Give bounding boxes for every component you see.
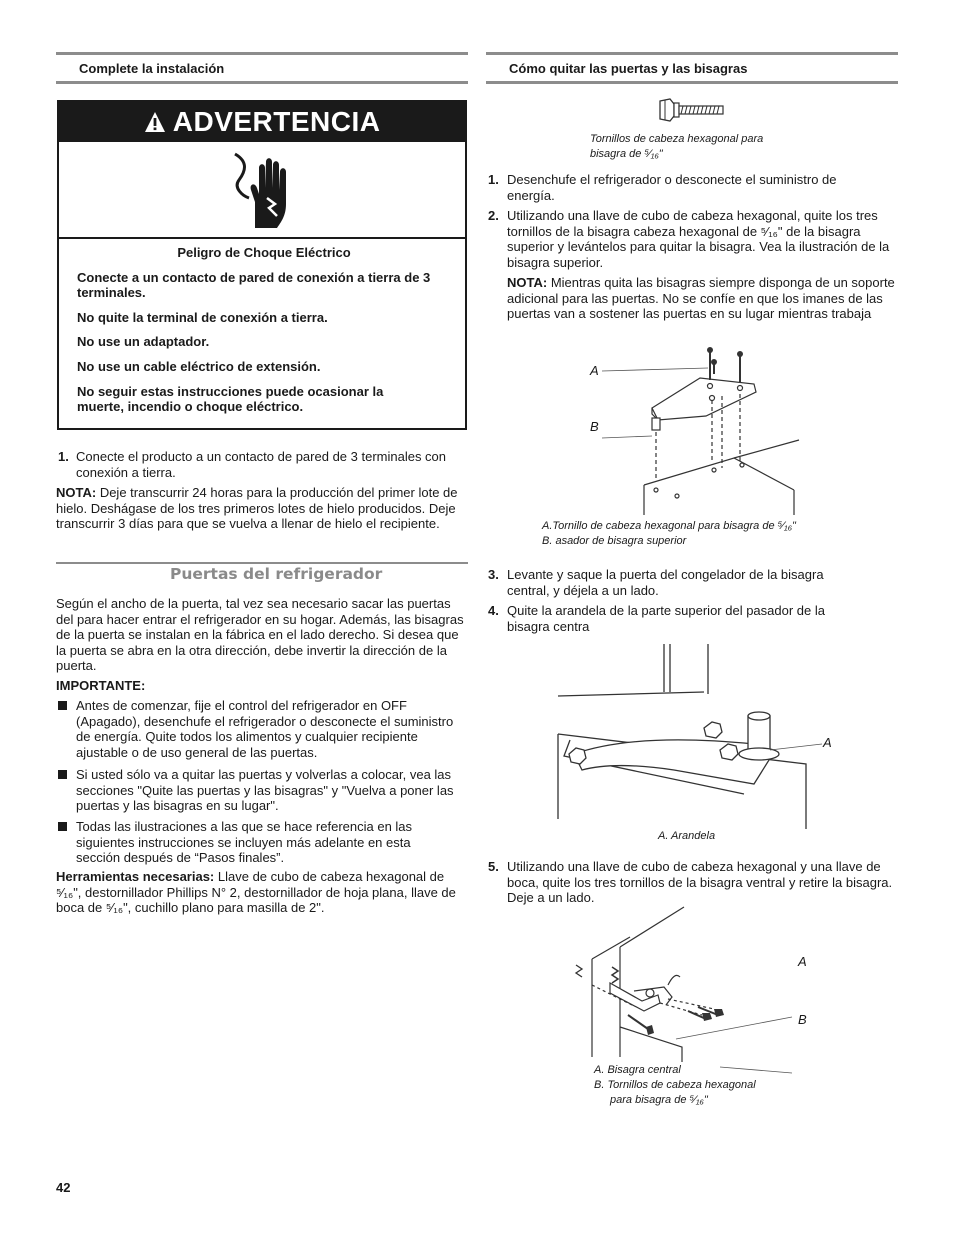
left-nota-text: Deje transcurrir 24 horas para la producción del primer lote de hielo. Deshágase de los tres primeros lotes de hielo producidos. Deje transcurrir 3 días para que se vuelva a llenar de hielo el recipiente.	[56, 485, 458, 532]
left-nota	[56, 485, 464, 532]
fig3-label-b: B	[798, 1012, 807, 1027]
fig1-label-b: B	[590, 419, 599, 434]
warning-line-4: No use un cable eléctrico de extensión.	[77, 358, 321, 374]
left-step-1-text: Conecte el producto a un contacto de pared de 3 terminales con conexión a tierra.	[76, 449, 447, 480]
fig3-caption-b1: B. Tornillos de cabeza hexagonal	[594, 1079, 756, 1091]
tools-paragraph	[56, 869, 464, 916]
bullet-3-marker	[58, 822, 67, 831]
right-step-4-text: Quite la arandela de la parte superior del pasador de la bisagra centra	[507, 603, 825, 634]
warning-title: ADVERTENCIA	[172, 106, 381, 137]
section-header-right-label: Cómo quitar las puertas y las bisagras	[509, 61, 748, 76]
warning-triangle-icon	[144, 111, 166, 133]
warning-line-2: No quite la terminal de conexión a tierra.	[77, 309, 328, 325]
right-step-5-text: Utilizando una llave de cubo de cabeza hexagonal y una llave de boca, quite los tres tornillos de la bisagra ventral y retire la bisagra. Deje a un lado.	[507, 859, 893, 906]
left-column	[56, 52, 468, 916]
fig2-label-a: A	[823, 735, 832, 750]
right-step-4-number: 4.	[488, 603, 499, 618]
right-step-3-text: Levante y saque la puerta del congelador de la bisagra central, y déjela a un lado.	[507, 567, 824, 598]
right-nota	[507, 275, 895, 322]
warning-text	[59, 239, 465, 415]
right-step-2-number: 2.	[488, 208, 499, 223]
bullet-1-marker	[58, 701, 67, 710]
bullet-3-text: Todas las ilustraciones a las que se hace referencia en las siguientes instrucciones se incluyen más adelante en esta sección después de “Pasos finales”.	[76, 819, 413, 866]
doors-section-title: Puertas del refrigerador	[170, 565, 383, 583]
top-hinge-illustration	[614, 340, 814, 515]
section-header-right	[486, 52, 898, 84]
bullet-2-text: Si usted sólo va a quitar las puertas y volverlas a colocar, vea las secciones "Quite las puertas y las bisagras" y "Vuelva a poner las puertas y las bisagras en su lugar".	[76, 767, 454, 814]
bullet-1-text: Antes de comenzar, fije el control del refrigerador en OFF (Apagado), desenchufe el refrigerador o desconecte el suministro de energía. Quite todos los alimentos y cualquier recipiente ajustable o de uso general de las puertas.	[76, 698, 454, 760]
fig3-caption-b2: para bisagra de ⁵⁄₁₆"	[610, 1094, 708, 1106]
tools-label: Herramientas necesarias:	[56, 869, 215, 884]
fig2-caption-a: A. Arandela	[658, 830, 716, 842]
right-nota-label: NOTA:	[507, 275, 548, 290]
screw-caption-2: bisagra de ⁵⁄₁₆"	[590, 148, 663, 160]
fig3-label-a: A	[798, 954, 807, 969]
important-label: IMPORTANTE:	[56, 678, 146, 693]
right-step-5-number: 5.	[488, 859, 499, 874]
left-nota-label: NOTA:	[56, 485, 97, 500]
hex-screw-illustration	[658, 98, 726, 122]
tools-text: Llave de cubo de cabeza hexagonal de ⁵⁄₁₆", destornillador Phillips N° 2, destornillador de hoja plana, llave de boca de ⁵⁄₁₆", cuchillo plano para masilla de 2".	[56, 869, 456, 916]
warning-line-1: Conecte a un contacto de pared de conexión a tierra de 3 terminales.	[77, 269, 431, 301]
warning-header	[59, 102, 465, 142]
warning-icon-area	[59, 142, 465, 239]
right-step-1-number: 1.	[488, 172, 499, 187]
warning-line-5: No seguir estas instrucciones puede ocasionar la muerte, incendio o choque eléctrico.	[77, 383, 384, 415]
center-hinge-washer-illustration	[554, 644, 844, 829]
right-nota-text: Mientras quita las bisagras siempre disponga de un soporte adicional para las puertas. No se confíe en que los imanes de las puertas van a sostener las puertas en su lugar mientras trabaja	[507, 275, 895, 322]
fig1-label-a: A	[590, 363, 599, 378]
doors-divider	[56, 562, 468, 564]
warning-heading: Peligro de Choque Eléctrico	[177, 245, 351, 260]
fig1-caption-b: B. asador de bisagra superior	[542, 535, 687, 547]
warning-line-3: No use un adaptador.	[77, 334, 210, 350]
fig1-caption-a: A.Tornillo de cabeza hexagonal para bisagra de ⁵⁄₁₆"	[542, 520, 796, 532]
fig3-caption-a: A. Bisagra central	[594, 1064, 681, 1076]
central-hinge-screws-illustration	[572, 907, 812, 1062]
section-header-left	[56, 52, 468, 84]
right-step-2-text: Utilizando una llave de cubo de cabeza hexagonal, quite los tres tornillos de la bisagra cabeza hexagonal de ⁵⁄₁₆" de la bisagra superior y levántelos para quitar la bisagra. Vea la ilustración de la bisagra superior.	[507, 208, 890, 270]
right-column	[486, 52, 898, 1106]
page-number: 42	[56, 1180, 71, 1195]
left-step-1-number: 1.	[58, 449, 69, 464]
bullet-2-marker	[58, 770, 67, 779]
right-step-3-number: 3.	[488, 567, 499, 582]
screw-caption-1: Tornillos de cabeza hexagonal para	[590, 133, 764, 145]
right-step-1-text: Desenchufe el refrigerador o desconecte el suministro de energía.	[507, 172, 837, 203]
section-header-left-label: Complete la instalación	[79, 61, 225, 76]
warning-box	[57, 100, 467, 430]
doors-intro: Según el ancho de la puerta, tal vez sea necesario sacar las puertas del para hacer entrar el refrigerador en su hogar. Además, las bisagras de la puerta se instalan en la fábrica en el lado derecho. Si desea que la puerta se abra en la otra dirección, debe invertir la dirección de la puerta.	[56, 596, 464, 674]
electric-shock-hand-icon	[229, 150, 295, 230]
